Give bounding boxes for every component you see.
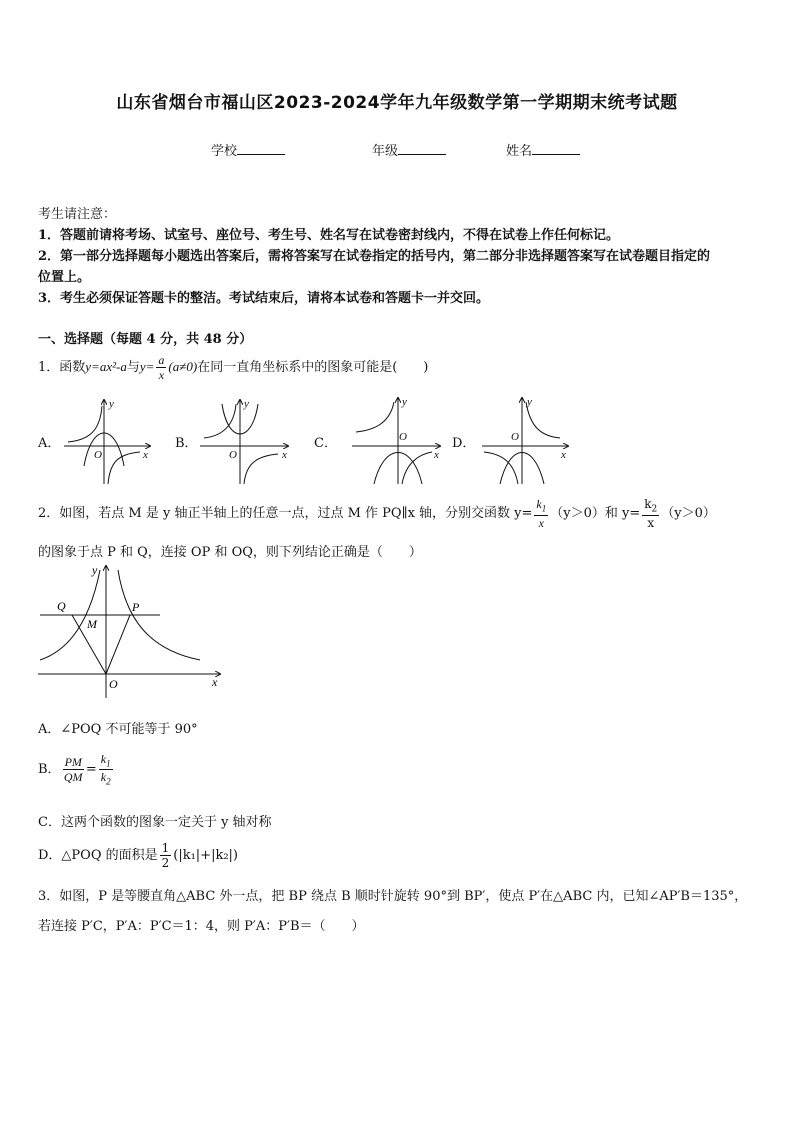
q2-option-d-label: D．△POQ 的面积是 <box>38 848 158 863</box>
graph-b-hyperbola-right <box>244 454 278 484</box>
graph-b-y-label: y <box>244 398 249 410</box>
graph-c-y-label: y <box>402 396 407 408</box>
q2-cond2: （y＞0） <box>661 506 716 521</box>
q2-k2-sub: 2 <box>651 504 658 515</box>
q2-k2: k <box>644 496 652 511</box>
q1-tail: 在同一直角坐标系中的图象可能是( ) <box>197 360 429 375</box>
page-title: 山东省烟台市福山区2023-2024学年九年级数学第一学期期末统考试题 <box>116 93 678 113</box>
graph-c-origin: O <box>399 431 407 443</box>
name-label: 姓名 <box>506 144 533 159</box>
q1-graphs <box>0 392 794 492</box>
q1-func1: y=ax²-a <box>85 359 127 374</box>
q1-mid: 与 <box>126 360 140 375</box>
q1-number: 1．函数 <box>38 360 86 375</box>
graph-b-origin: O <box>229 449 237 461</box>
q2-option-d-half <box>160 842 172 869</box>
q2-cond1: （y＞0）和 y= <box>550 506 641 521</box>
q2-option-b-lhs <box>63 756 84 783</box>
q2-option-d <box>38 838 238 874</box>
section-heading: 一、选择题（每题 4 分，共 48 分） <box>38 332 253 347</box>
graph-c[interactable] <box>352 396 440 484</box>
q2-option-b-eq: = <box>85 762 97 777</box>
graph-a[interactable] <box>64 398 150 484</box>
name-field <box>506 140 580 159</box>
q2-line2: 的图象于点 P 和 Q，连接 OP 和 OQ，则下列结论正确是（ ） <box>38 545 422 560</box>
graph-c-hyperbola-left <box>356 402 394 432</box>
name-blank[interactable] <box>532 142 580 155</box>
q2-option-b-rhs <box>99 753 113 787</box>
q2-option-d-expr: (|k₁|+|k₂|) <box>173 848 238 863</box>
q1-option-b-label: B． <box>175 436 198 451</box>
q2-label-o: O <box>109 677 118 691</box>
q1-option-a-label: A． <box>38 436 61 451</box>
notice-item-2-cont: 位置上。 <box>38 270 91 285</box>
q2-label-p: P <box>132 600 140 614</box>
q2-option-a: A．∠POQ 不可能等于 90° <box>38 722 198 737</box>
q2-option-b-k1-sub: 1 <box>106 758 111 768</box>
grade-field <box>372 140 446 159</box>
q2-frac-k1 <box>534 498 548 528</box>
graph-d-x-label: x <box>561 449 566 461</box>
q1-option-d-label: D． <box>452 436 476 451</box>
grade-blank[interactable] <box>398 142 446 155</box>
q2-option-b-qm: QM <box>63 770 83 784</box>
q2-option-d-num: 1 <box>161 841 170 855</box>
q1-func2: y= <box>139 359 155 374</box>
q2-frac-k2 <box>642 498 659 529</box>
q2-option-b-label: B． <box>38 762 61 777</box>
q2-label-y: y <box>92 563 98 577</box>
question-3-line1: 3．如图，P 是等腰直角△ABC 外一点，把 BP 绕点 B 顺时针旋转 90°到 BP′，使点 P′在△ABC 内，已知∠AP′B＝135°， <box>38 889 748 904</box>
q1-fraction <box>156 354 166 381</box>
school-blank[interactable] <box>237 142 285 155</box>
graph-b-x-label: x <box>282 449 287 461</box>
notice-item-1: 1．答题前请将考场、试室号、座位号、考生号、姓名写在试卷密封线内，不得在试卷上作任何标记。 <box>38 228 620 243</box>
graph-a-origin: O <box>94 449 102 461</box>
q2-option-b <box>38 750 115 790</box>
question-2-stem <box>38 496 716 532</box>
q2-option-b-k2-sub: 2 <box>106 776 111 787</box>
q2-k1-den: x <box>538 515 544 530</box>
q2-line1a: 2．如图，若点 M 是 y 轴正半轴上的任意一点，过点 M 作 PQ∥x 轴，分别交函数 y= <box>38 506 533 521</box>
q2-k1-num <box>534 498 548 515</box>
q2-k1-sub: 1 <box>541 503 547 514</box>
grade-label: 年级 <box>372 144 399 159</box>
q2-k2-num <box>642 498 659 516</box>
q2-segment-op <box>106 615 130 674</box>
graph-d[interactable] <box>482 396 568 484</box>
q1-condition: (a≠0) <box>168 359 198 374</box>
q2-option-c: C．这两个函数的图象一定关于 y 轴对称 <box>38 815 272 830</box>
q1-option-c-label: C． <box>314 436 337 451</box>
school-label: 学校 <box>211 144 238 159</box>
graph-a-hyperbola-right <box>108 452 140 484</box>
q2-figure <box>30 560 230 700</box>
q2-k2-den: x <box>647 516 655 531</box>
notice-heading: 考生请注意： <box>38 207 117 222</box>
q2-option-b-k1: k <box>100 751 107 766</box>
notice-item-3: 3．考生必须保证答题卡的整洁。考试结束后，请将本试卷和答题卡一并交回。 <box>38 291 490 306</box>
q2-option-b-k2: k <box>100 770 107 784</box>
school-field <box>211 140 285 159</box>
q1-frac-den: x <box>158 368 165 382</box>
question-1-stem <box>38 350 428 385</box>
notice-item-2: 2．第一部分选择题每小题选出答案后，需将答案写在试卷指定的括号内，第二部分非选择题答案写在试卷题目指定的 <box>38 249 711 264</box>
question-3-line2: 若连接 P′C，P′A：P′C＝1：4，则 P′A：P′B＝（ ） <box>38 919 365 934</box>
q2-label-x: x <box>212 675 218 689</box>
graph-b[interactable] <box>200 398 288 484</box>
q2-label-q: Q <box>57 599 66 613</box>
q2-option-d-den: 2 <box>161 856 170 870</box>
graph-d-y-label: y <box>527 396 532 408</box>
graph-b-hyperbola-left <box>204 404 236 438</box>
q2-option-b-pm: PM <box>64 755 82 769</box>
graph-c-x-label: x <box>434 449 439 461</box>
q2-label-m: M <box>87 617 97 631</box>
graph-a-x-label: x <box>143 449 148 461</box>
graph-d-origin: O <box>511 431 519 443</box>
graph-a-y-label: y <box>109 398 114 410</box>
q2-k1: k <box>536 497 542 512</box>
q1-frac-num: a <box>158 353 165 367</box>
